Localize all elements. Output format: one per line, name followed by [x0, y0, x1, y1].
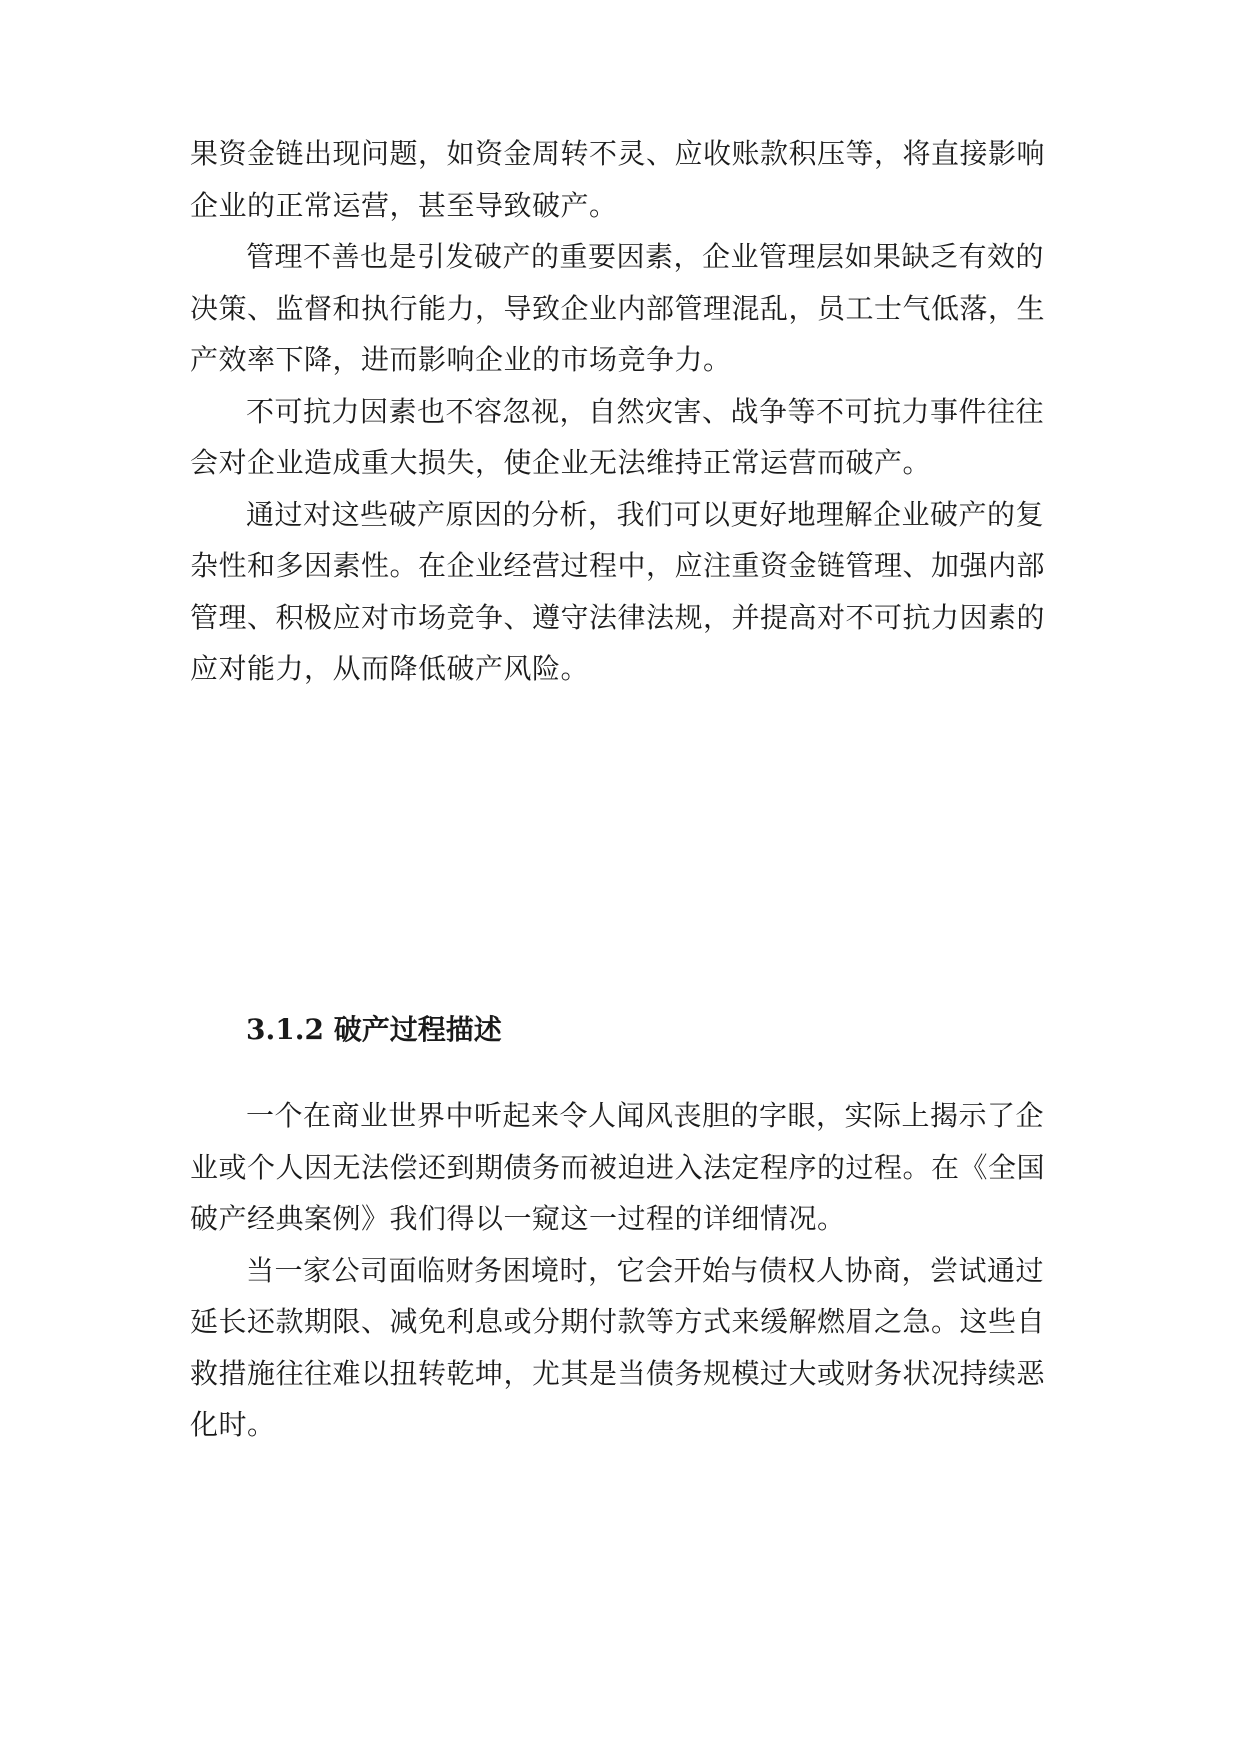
body-text-top: [190, 128, 1050, 695]
body-text-bottom: [190, 1090, 1050, 1451]
paragraph-analysis: 通过对这些破产原因的分析，我们可以更好地理解企业破产的复杂性和多因素性。在企业经营过程中，应注重资金链管理、加强内部管理、积极应对市场竞争、遵守法律法规，并提高对不可抗力因素的应对能力，从而降低破产风险。: [190, 497, 1046, 685]
paragraph-force-majeure: 不可抗力因素也不容忽视，自然灾害、战争等不可抗力事件往往会对企业造成重大损失，使企业无法维持正常运营而破产。: [190, 394, 1045, 479]
paragraph-management: 管理不善也是引发破产的重要因素，企业管理层如果缺乏有效的决策、监督和执行能力，导致企业内部管理混乱，员工士气低落，生产效率下降，进而影响企业的市场竞争力。: [190, 240, 1046, 376]
paragraph-bankruptcy-intro: 一个在商业世界中听起来令人闻风丧胆的字眼，实际上揭示了企业或个人因无法偿还到期债务而被迫进入法定程序的过程。在《全国破产经典案例》我们得以一窥这一过程的详细情况。: [190, 1099, 1046, 1235]
paragraph-continuation: 果资金链出现问题，如资金周转不灵、应收账款积压等，将直接影响企业的正常运营，甚至导致破产。: [190, 137, 1046, 222]
section-heading: 3.1.2 破产过程描述: [246, 1013, 502, 1046]
paragraph-negotiation: 当一家公司面临财务困境时，它会开始与债权人协商，尝试通过延长还款期限、减免利息或分期付款等方式来缓解燃眉之急。这些自救措施往往难以扭转乾坤，尤其是当债务规模过大或财务状况持续恶化时。: [190, 1253, 1046, 1441]
